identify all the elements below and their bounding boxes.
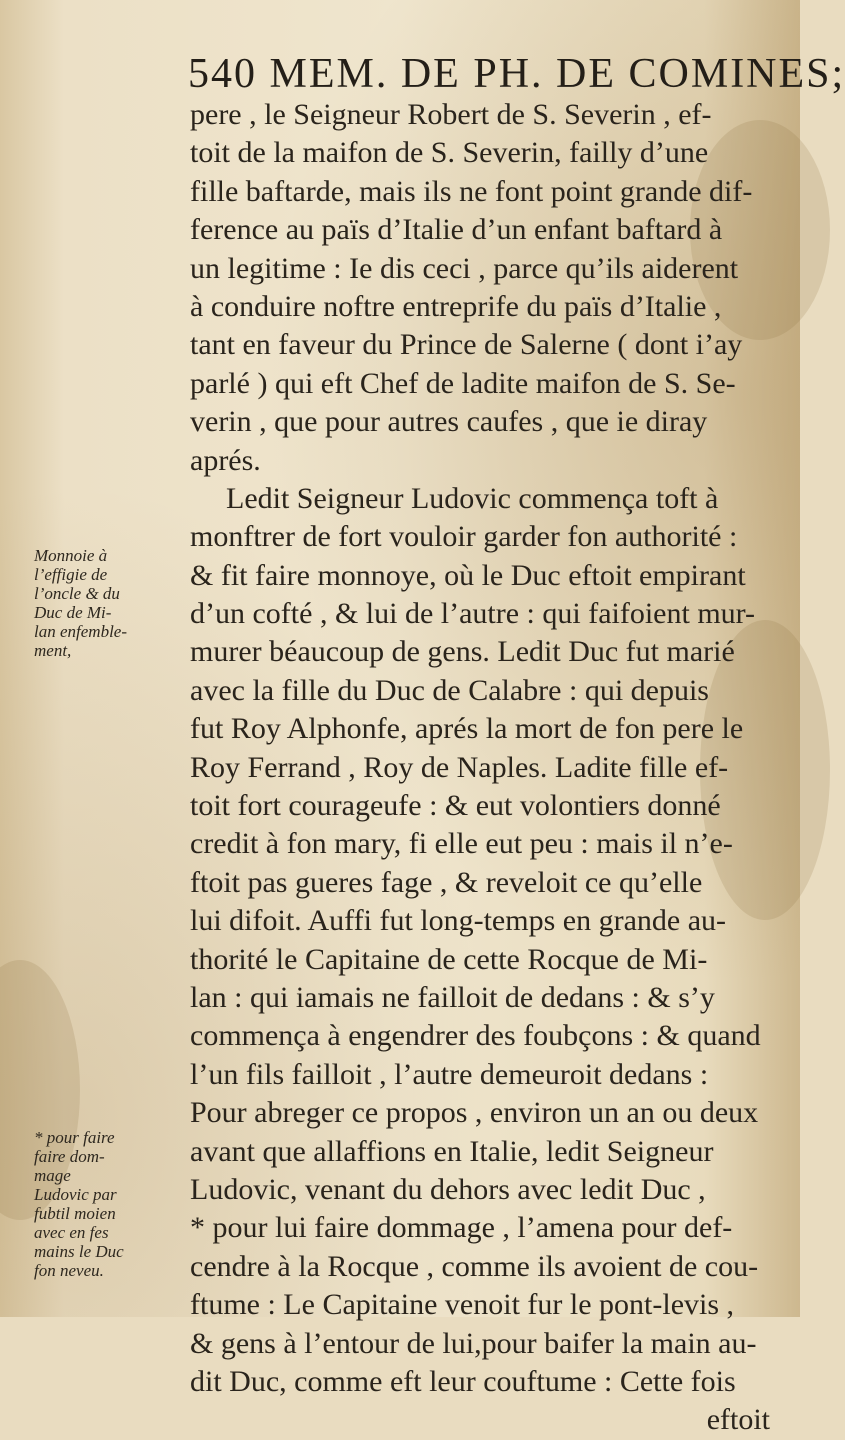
body-line: murer béaucoup de gens. Ledit Duc fut marié: [190, 635, 735, 669]
running-header: 540 MEM. DE PH. DE COMINES;: [188, 51, 845, 97]
margin-note-line: l’effigie de: [34, 565, 108, 584]
body-line: tant en faveur du Prince de Salerne ( dont i’ay: [190, 328, 743, 362]
body-line: monftrer de fort vouloir garder fon authorité :: [190, 520, 738, 554]
body-line: toit fort courageufe : & eut volontiers donné: [190, 789, 721, 823]
body-line: Pour abreger ce propos , environ un an ou deux: [190, 1096, 759, 1130]
margin-note-line: Ludovic par: [34, 1185, 117, 1204]
body-text: [190, 96, 770, 1440]
body-line: fille baftarde, mais ils ne font point grande dif-: [190, 174, 753, 208]
body-line: cendre à la Rocque , comme ils avoient de cou-: [190, 1249, 759, 1283]
body-line: un legitime : Ie dis ceci , parce qu’ils aiderent: [190, 251, 739, 285]
margin-note-coinage: [34, 546, 184, 660]
body-line: * pour lui faire dommage , l’amena pour def-: [190, 1211, 733, 1245]
body-line: à conduire noftre entreprife du païs d’Italie ,: [190, 289, 722, 323]
body-line: & fit faire monnoye, où le Duc eftoit empirant: [190, 558, 746, 592]
body-line: Ludovic, venant du dehors avec ledit Duc ,: [190, 1172, 706, 1206]
body-line: credit à fon mary, fi elle eut peu : mais il n’e-: [190, 827, 733, 861]
margin-note-line: Duc de Mi-: [34, 603, 112, 622]
body-line: thorité le Capitaine de cette Rocque de Mi-: [190, 942, 708, 976]
margin-note-line: ment,: [34, 641, 72, 660]
body-line: aprés.: [190, 443, 261, 477]
body-line: & gens à l’entour de lui,pour baifer la main au-: [190, 1326, 757, 1360]
body-line: toit de la maifon de S. Severin, failly d’une: [190, 136, 709, 170]
body-line: lui difoit. Auffi fut long-temps en grande au-: [190, 904, 727, 938]
body-line: commença à engendrer des foubçons : & quand: [190, 1019, 761, 1053]
margin-note-line: Monnoie à: [34, 546, 108, 565]
body-line: avant que allaffions en Italie, ledit Seigneur: [190, 1134, 714, 1168]
body-line: avec la fille du Duc de Calabre : qui depuis: [190, 673, 709, 707]
margin-note-line: faire dom-: [34, 1147, 105, 1166]
margin-note-ludovic: [34, 1128, 184, 1280]
margin-note-line: l’oncle & du: [34, 584, 120, 603]
margin-note-line: lan enfemble-: [34, 622, 127, 641]
margin-note-line: fon neveu.: [34, 1261, 104, 1280]
margin-note-line: mage: [34, 1166, 71, 1185]
body-line: verin , que pour autres caufes , que ie diray: [190, 405, 708, 439]
body-line: fut Roy Alphonfe, aprés la mort de fon pere le: [190, 712, 744, 746]
margin-note-line: * pour faire: [34, 1128, 115, 1147]
body-line: l’un fils failloit , l’autre demeuroit dedans :: [190, 1057, 709, 1091]
body-line: dit Duc, comme eft leur couftume : Cette fois: [190, 1364, 736, 1398]
body-line: lan : qui iamais ne failloit de dedans : & s’y: [190, 980, 715, 1014]
body-line: ference au païs d’Italie d’un enfant baftard à: [190, 213, 723, 247]
body-line: d’un cofté , & lui de l’autre : qui faifoient mur-: [190, 597, 756, 631]
body-line: Roy Ferrand , Roy de Naples. Ladite fille ef-: [190, 750, 729, 784]
body-line: Ledit Seigneur Ludovic commença toft à: [226, 481, 719, 515]
body-line: eftoit: [706, 1403, 770, 1437]
margin-note-line: mains le Duc: [34, 1242, 124, 1261]
body-line: pere , le Seigneur Robert de S. Severin , ef-: [190, 98, 712, 131]
margin-note-line: avec en fes: [34, 1223, 109, 1242]
body-line: ftume : Le Capitaine venoit fur le pont-levis ,: [190, 1288, 735, 1322]
body-line: parlé ) qui eft Chef de ladite maifon de S. Se-: [190, 366, 736, 400]
margin-note-line: fubtil moien: [34, 1204, 116, 1223]
body-line: ftoit pas gueres fage , & reveloit ce qu’elle: [190, 865, 703, 899]
